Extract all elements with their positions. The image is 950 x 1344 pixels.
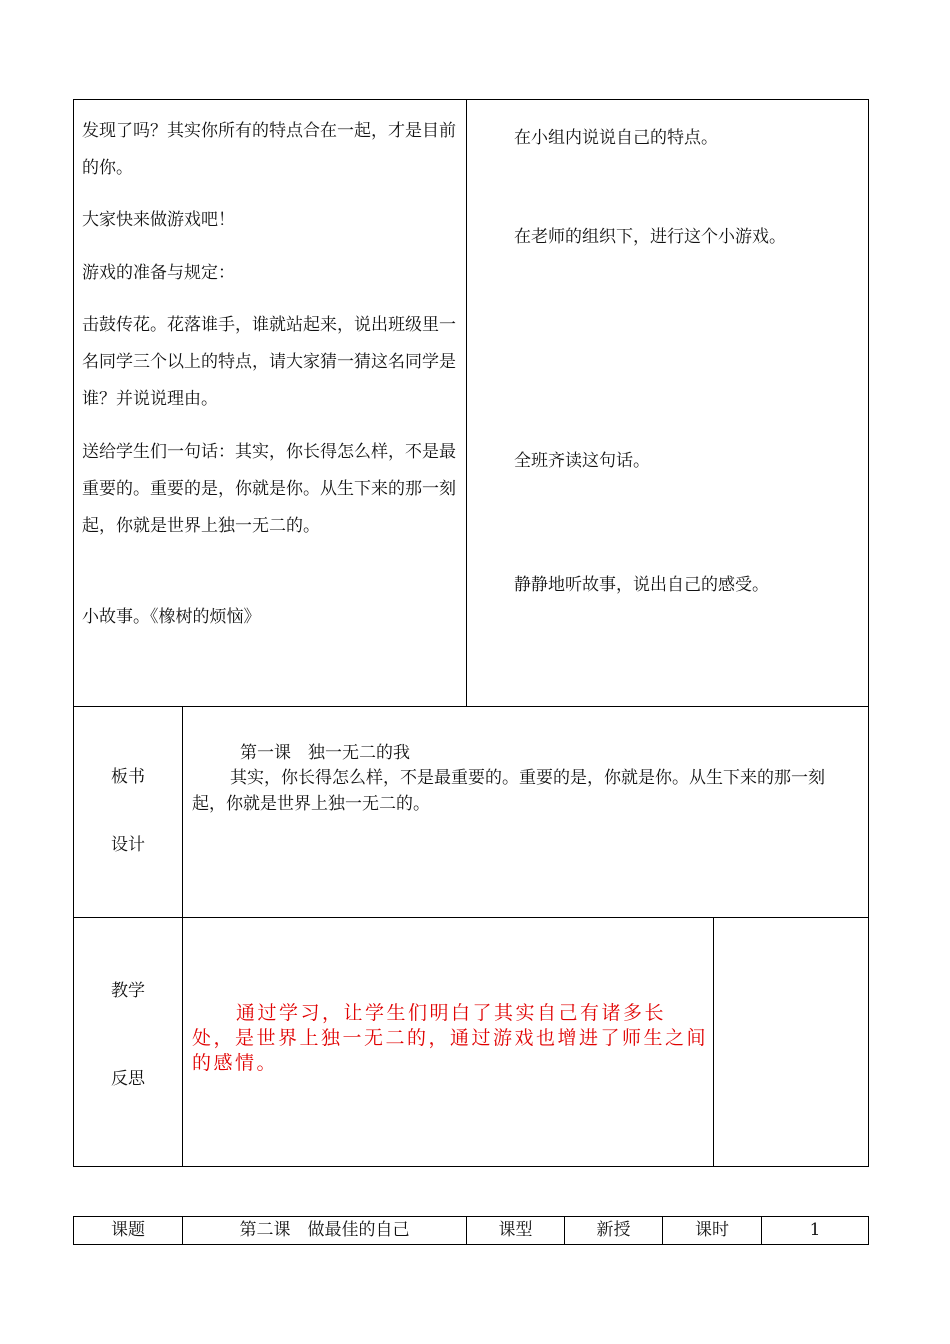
board-label-line1: 板书 [111, 767, 145, 787]
teacher-text-4: 击鼓传花。花落谁手，谁就站起来，说出班级里一名同学三个以上的特点，请大家猜一猜这名同学是谁？并说说理由。 [82, 315, 456, 409]
reflection-text: 通过学习，让学生们明白了其实自己有诸多长处，是世界上独一无二的，通过游戏也增进了师生之间的感情。 [192, 1002, 709, 1074]
reflection-label-line1: 教学 [111, 981, 145, 1001]
teacher-text-1: 发现了吗？其实你所有的特点合在一起，才是目前的你。 [82, 121, 456, 178]
student-text-2: 在老师的组织下，进行这个小游戏。 [514, 227, 786, 247]
teacher-text-6: 小故事。《橡树的烦恼》 [82, 607, 261, 627]
student-text-3: 全班齐读这句话。 [514, 451, 650, 471]
teacher-text-5: 送给学生们一句话：其实，你长得怎么样，不是最重要的。重要的是，你就是你。从生下来的那一刻起，你就是世界上独一无二的。 [82, 442, 456, 536]
teacher-text-3: 游戏的准备与规定： [82, 263, 235, 283]
student-text-4: 静静地听故事，说出自己的感受。 [514, 575, 769, 595]
type-value: 新授 [596, 1220, 631, 1240]
teacher-text-2: 大家快来做游戏吧！ [82, 210, 235, 230]
board-label-line2: 设计 [111, 835, 145, 855]
reflection-label-line2: 反思 [111, 1069, 145, 1089]
topic-value: 第二课 做最佳的自己 [239, 1220, 410, 1240]
hours-value: 1 [809, 1220, 821, 1240]
reflection-right-divider [713, 917, 714, 1167]
board-label-divider [182, 707, 183, 918]
board-title: 第一课 独一无二的我 [240, 743, 410, 763]
topic-label: 课题 [111, 1220, 145, 1240]
reflection-label-divider [182, 917, 183, 1167]
type-label: 课型 [498, 1220, 533, 1240]
board-body: 其实，你长得怎么样，不是最重要的。重要的是，你就是你。从生下来的那一刻起，你就是世界上独一无二的。 [192, 768, 825, 814]
student-text-1: 在小组内说说自己的特点。 [514, 128, 718, 148]
activity-column-divider [466, 99, 467, 707]
hours-label: 课时 [695, 1220, 729, 1240]
